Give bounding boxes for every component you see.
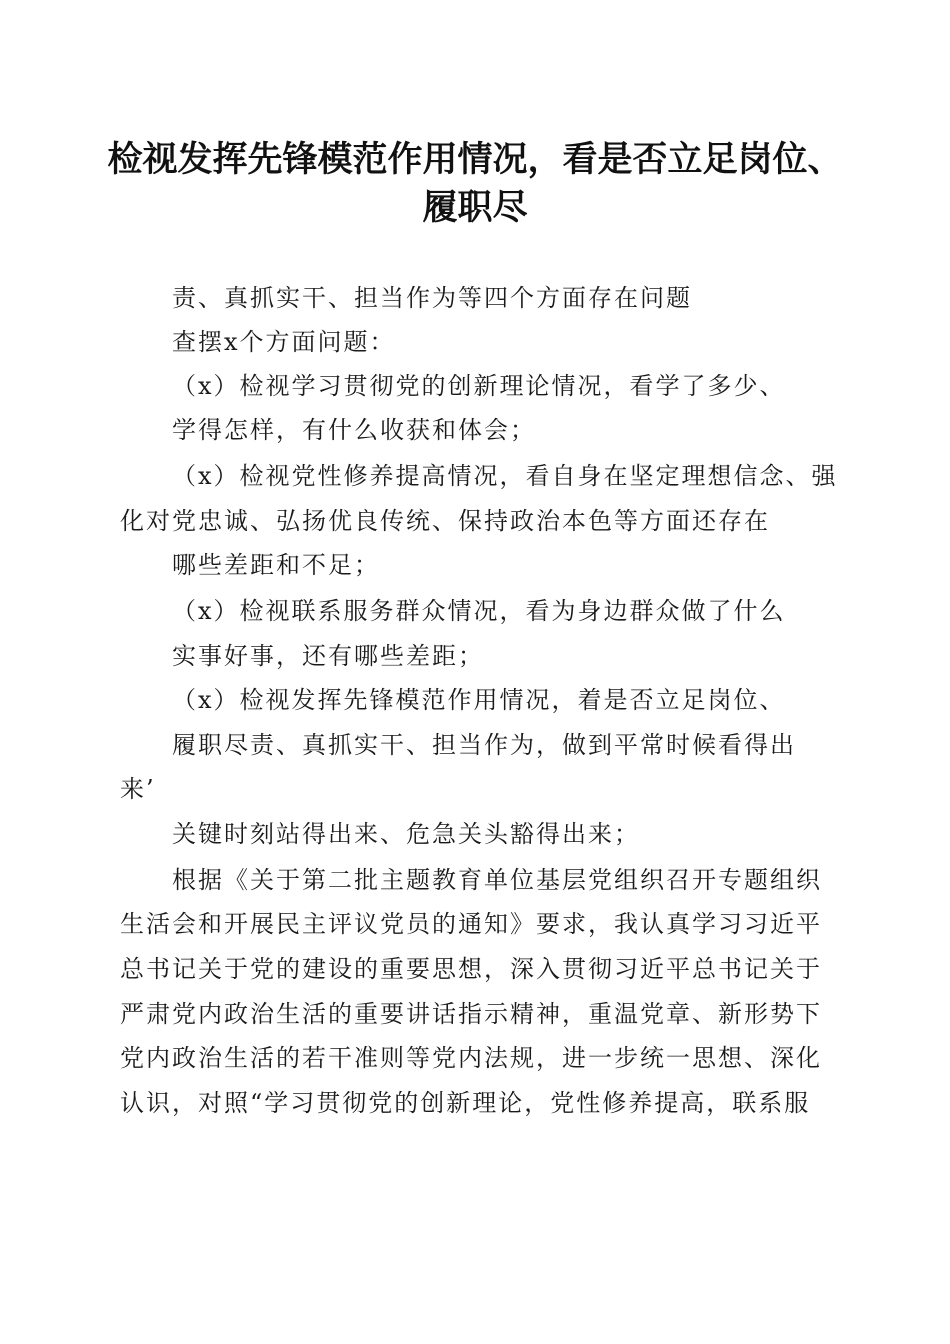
body-line: 关键时刻站得出来、危急关头豁得出来； [172, 820, 640, 848]
body-line: 来’ [120, 775, 156, 803]
document-title-line-1: 检视发挥先锋模范作用情况，看是否立足岗位、 [107, 139, 843, 180]
body-line: 根据《关于第二批主题教育单位基层党组织召开专题组织 [172, 866, 822, 894]
body-line: （x）检视学习贯彻党的创新理论情况，看学了多少、 [172, 372, 786, 400]
body-line: 化对党忠诚、弘扬优良传统、保持政治本色等方面还存在 [120, 507, 770, 535]
body-line: 哪些差距和不足； [172, 551, 380, 579]
body-line: 党内政治生活的若干准则等党内法规，进一步统一思想、深化 [120, 1044, 822, 1072]
body-line: 生活会和开展民主评议党员的通知》要求，我认真学习习近平 [120, 910, 822, 938]
body-line: 总书记关于党的建设的重要思想，深入贯彻习近平总书记关于 [120, 955, 822, 983]
body-line: （x）检视联系服务群众情况，看为身边群众做了什么 [172, 597, 786, 625]
body-line: 学得怎样，有什么收获和体会； [172, 416, 536, 444]
document-title-line-2: 履职尽 [422, 187, 528, 228]
body-line: （x）检视发挥先锋模范作用情况，着是否立足岗位、 [172, 686, 786, 714]
body-line: 责、真抓实干、担当作为等四个方面存在问题 [172, 284, 692, 312]
body-line: 认识，对照“学习贯彻党的创新理论，党性修养提高，联系服 [120, 1089, 811, 1117]
body-line: 履职尽责、真抓实干、担当作为，做到平常时候看得出 [172, 731, 796, 759]
body-line: （x）检视党性修养提高情况，看自身在坚定理想信念、强 [172, 462, 838, 490]
body-line: 严肃党内政治生活的重要讲话指示精神，重温党章、新形势下 [120, 1000, 822, 1028]
body-line: 查摆x个方面问题： [172, 328, 396, 356]
body-line: 实事好事，还有哪些差距； [172, 642, 484, 670]
